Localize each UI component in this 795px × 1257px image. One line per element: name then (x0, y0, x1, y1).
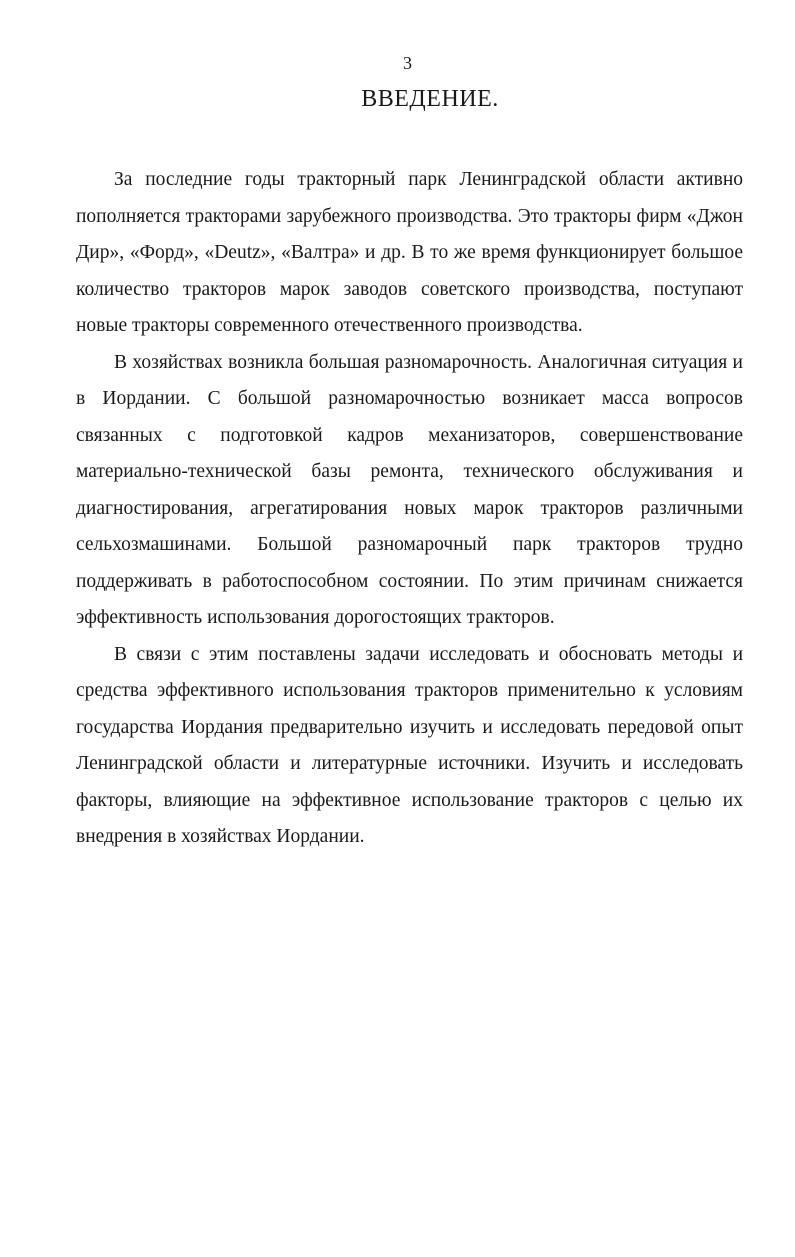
paragraph-2: В хозяйствах возникла большая разномарочность. Аналогичная ситуация и в Иордании. С большой разномарочностью возникает масса вопросов связанных с подготовкой кадров механизаторов, совершенствование материально-технической базы ремонта, технического обслуживания и диагностирования, агрегатирования новых марок тракторов различными сельхозмашинами. Большой разномарочный парк тракторов трудно поддерживать в работоспособном состоянии. По этим причинам снижается эффективность использования дорогостоящих тракторов. (76, 351, 743, 628)
document-body (76, 162, 743, 856)
page-number: 3 (403, 53, 412, 73)
paragraph-1: За последние годы тракторный парк Ленинградской области активно пополняется тракторами зарубежного производства. Это тракторы фирм «Джон Дир», «Форд», «Deutz», «Валтра» и др. В то же время функционирует большое количество тракторов марок заводов советского производства, поступают новые тракторы современного отечественного производства. (76, 169, 743, 336)
paragraph-3: В связи с этим поставлены задачи исследовать и обосновать методы и средства эффективного использования тракторов применительно к условиям государства Иордания предварительно изучить и исследовать передовой опыт Ленинградской области и литературные источники. Изучить и исследовать факторы, влияющие на эффективное использование тракторов с целью их внедрения в хозяйствах Иордании. (76, 643, 743, 847)
page-title: ВВЕДЕНИЕ. (361, 86, 499, 112)
